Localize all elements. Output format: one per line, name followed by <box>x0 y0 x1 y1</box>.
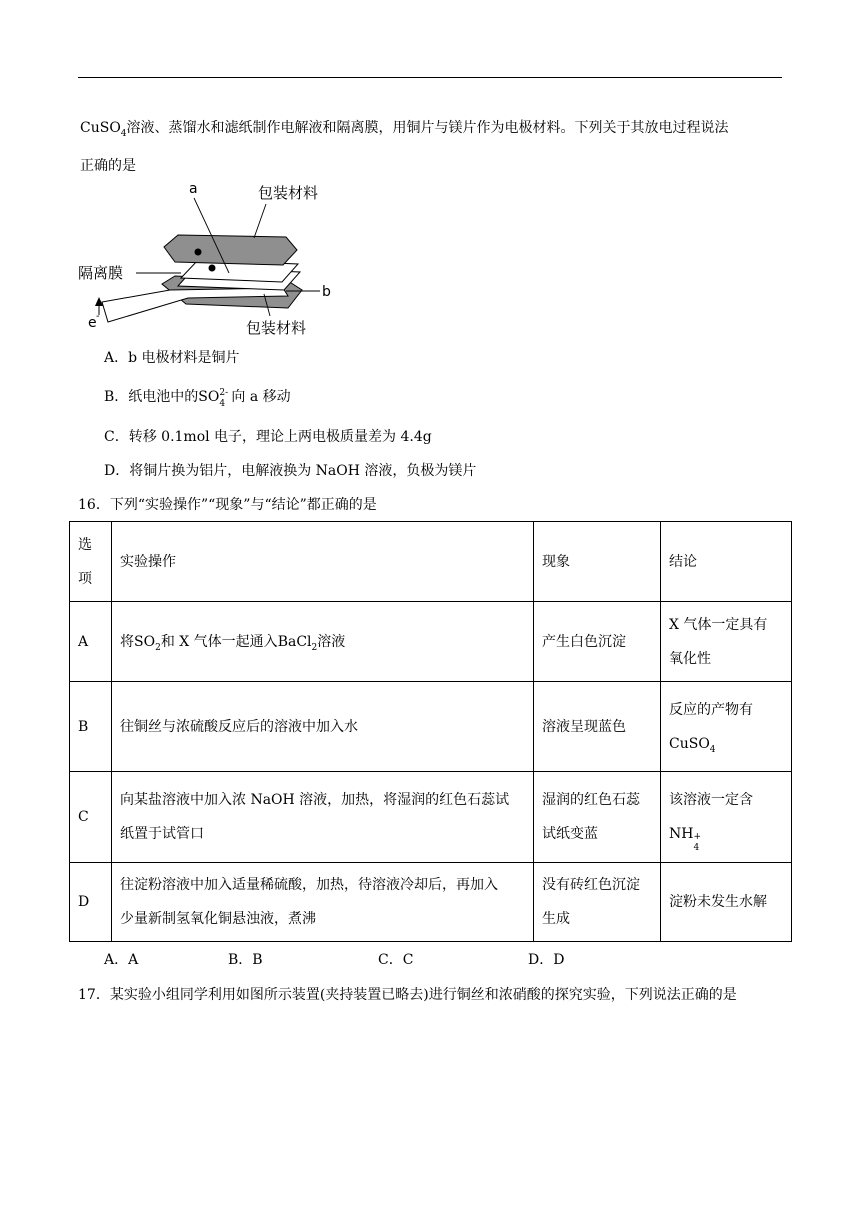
row-a-operation: 将$SO_2$和 X 气体一起通入BaCl$_2$溶液 <box>112 602 534 682</box>
row-a-phenomenon: 产生白色沉淀 <box>534 602 661 682</box>
label-electron-sup: - <box>96 311 100 322</box>
so2-formula: $SO_2$ <box>134 633 161 653</box>
row-a-conclusion: X 气体一定具有 氧化性 <box>661 602 792 682</box>
top-hole-1 <box>195 249 202 256</box>
paper-battery-figure <box>78 180 348 340</box>
q16-choice-c: C．C <box>378 952 414 968</box>
table-row <box>70 602 792 682</box>
so4-ion-formula: SO 2- 4 <box>198 388 229 409</box>
row-c-option: C <box>70 772 112 863</box>
question-15-stem-line-1: CuSO$_4$溶液、蒸馏水和滤纸制作电解液和隔离膜，用铜片与镁片作为电极材料。下列关于其放电过程说法 <box>80 120 729 139</box>
label-membrane: 隔离膜 <box>78 264 124 282</box>
cuso4-product-formula: CuSO$_4$ <box>669 735 716 755</box>
experiment-table <box>69 521 792 942</box>
nh4-ion-formula: NH + 4 <box>669 826 702 853</box>
row-b-option: B <box>70 682 112 772</box>
q15-option-d: D．将铜片换为铝片，电解液换为 NaOH 溶液，负极为镁片 <box>104 463 477 479</box>
electron-arrow-head <box>95 297 103 306</box>
row-d-conclusion: 淀粉未发生水解 <box>661 863 792 942</box>
top-hole-2 <box>209 265 216 272</box>
row-d-phenomenon: 没有砖红色沉淀 生成 <box>534 863 661 942</box>
q15-option-c: C．转移 0.1mol 电子，理论上两电极质量差为 4.4g <box>104 429 432 445</box>
header-phenomenon: 现象 <box>534 522 661 602</box>
q16-choice-a: A．A <box>104 952 139 968</box>
row-b-operation: 往铜丝与浓硫酸反应后的溶液中加入水 <box>112 682 534 772</box>
q16-choice-b: B．B <box>228 952 263 968</box>
label-electron: e <box>88 315 97 331</box>
row-b-phenomenon: 溶液呈现蓝色 <box>534 682 661 772</box>
header-option: 选 项 <box>70 522 112 602</box>
label-pack-top: 包装材料 <box>258 184 319 202</box>
label-a: a <box>189 181 198 197</box>
table-row <box>70 682 792 772</box>
table-header-row <box>70 522 792 602</box>
row-b-conclusion: 反应的产物有 CuSO$_4$ <box>661 682 792 772</box>
row-c-operation: 向某盐溶液中加入浓 NaOH 溶液，加热，将湿润的红色石蕊试 纸置于试管口 <box>112 772 534 863</box>
leader-pack-top <box>254 204 266 238</box>
bacl2-formula: BaCl$_2$ <box>277 633 318 653</box>
top-packaging-layer <box>164 235 297 265</box>
table-row <box>70 772 792 863</box>
row-c-conclusion: 该溶液一定含 NH + 4 <box>661 772 792 863</box>
row-d-option: D <box>70 863 112 942</box>
row-a-option: A <box>70 602 112 682</box>
q16-choices <box>0 950 860 970</box>
label-b: b <box>322 284 331 300</box>
row-d-operation: 往淀粉溶液中加入适量稀硫酸，加热，待溶液冷却后，再加入 少量新制氢氧化铜悬浊液，煮沸 <box>112 863 534 942</box>
header-rule <box>78 77 782 78</box>
question-17-stem: 17．某实验小组同学利用如图所示装置(夹持装置已略去)进行铜丝和浓硝酸的探究实验，下列说法正确的是 <box>78 987 737 1003</box>
q15-option-a: A．b 电极材料是铜片 <box>104 350 240 366</box>
row-c-phenomenon: 湿润的红色石蕊 试纸变蓝 <box>534 772 661 863</box>
question-16-stem: 16．下列“实验操作”“现象”与“结论”都正确的是 <box>78 497 377 513</box>
question-15-stem-line-2: 正确的是 <box>80 158 136 174</box>
q16-choice-d: D．D <box>528 952 565 968</box>
header-conclusion: 结论 <box>661 522 792 602</box>
label-pack-bottom: 包装材料 <box>246 319 307 337</box>
header-operation: 实验操作 <box>112 522 534 602</box>
table-row <box>70 863 792 942</box>
cuso4-formula: CuSO$_4$ <box>80 120 127 139</box>
q15-option-b: B．纸电池中的SO 2- 4 向 a 移动 <box>104 388 291 409</box>
